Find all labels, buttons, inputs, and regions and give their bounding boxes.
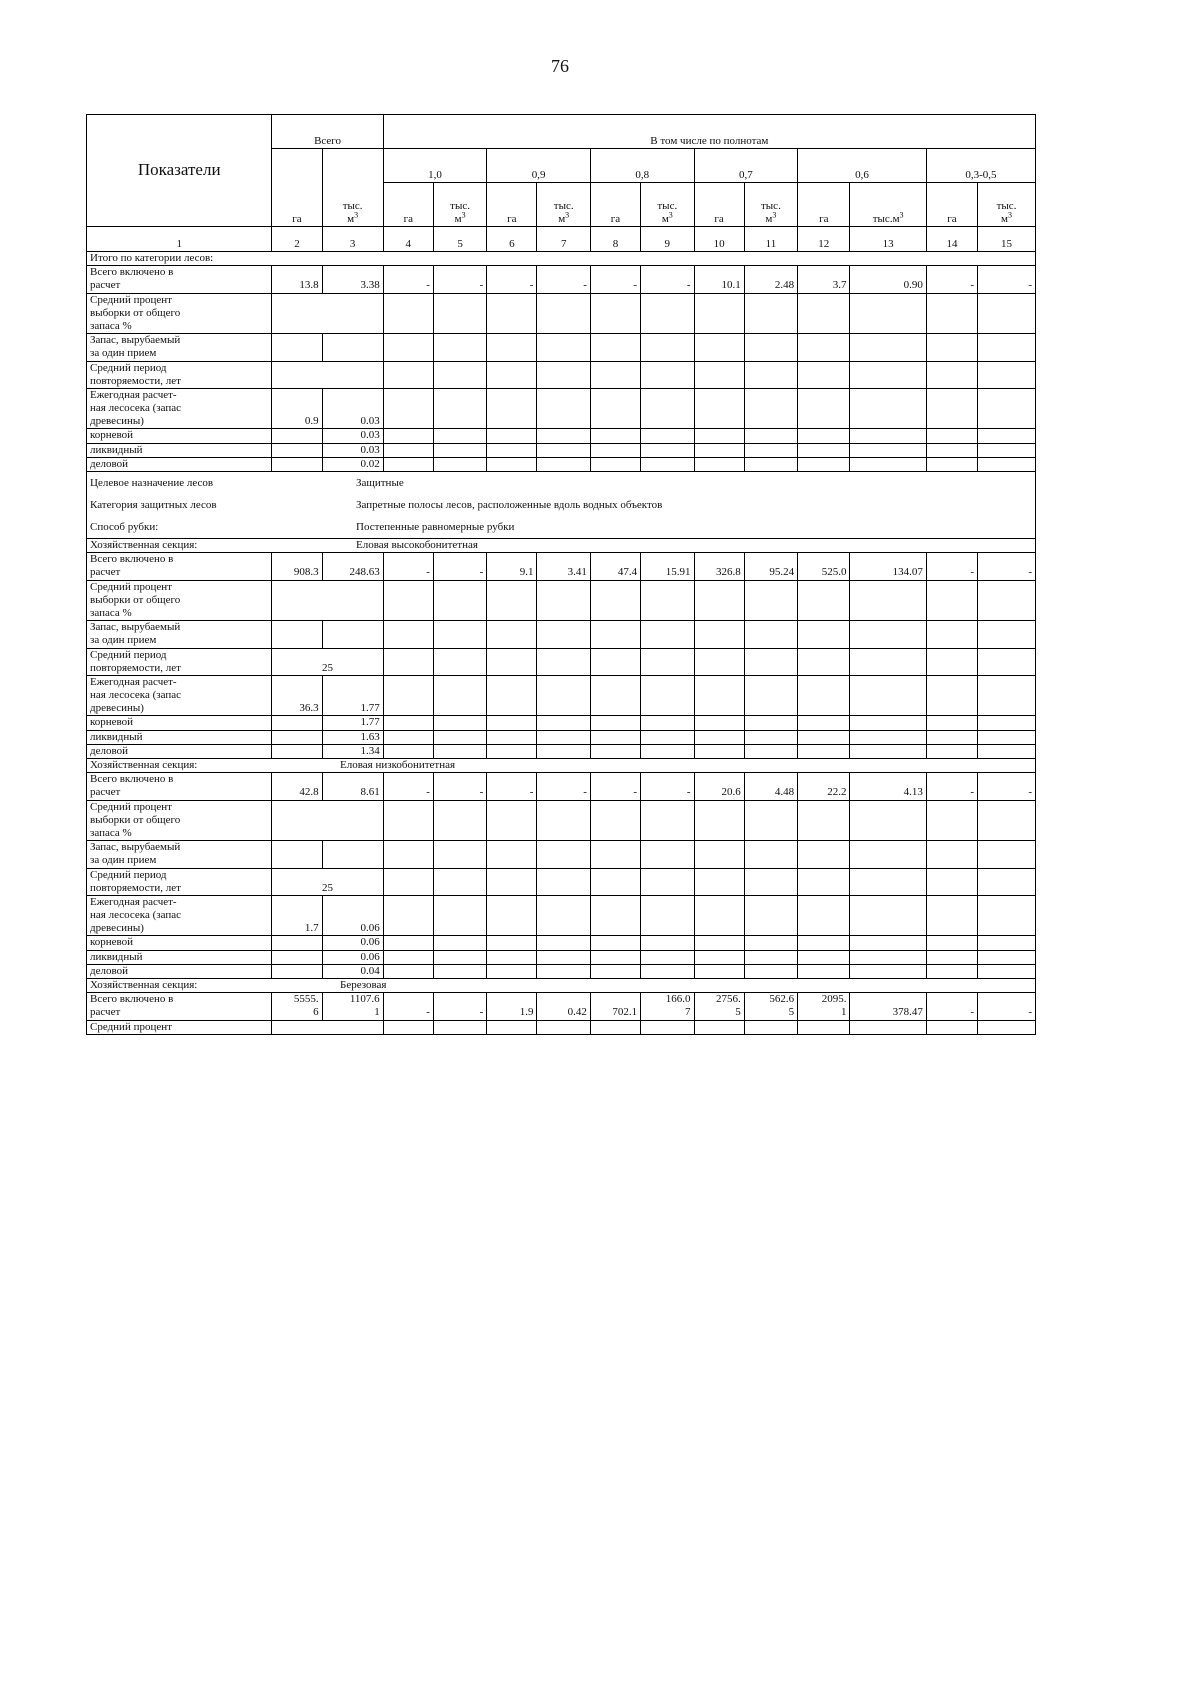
row-label-total-included: Всего включено в расчет: [87, 993, 272, 1020]
row-label-avg-percent: Средний процент: [87, 1020, 272, 1034]
row-label-total-included: Всего включено в расчет: [87, 773, 272, 800]
cell: 1.9: [487, 993, 537, 1020]
table-row: [87, 800, 1036, 841]
table-row: [87, 361, 1036, 388]
section-econ-birch: Хозяйственная секция: Березовая: [87, 979, 1036, 993]
cell: -: [926, 993, 977, 1020]
header-total: Всего: [272, 115, 383, 149]
header-density-5: 0,6: [798, 149, 927, 183]
cell: 0.06: [322, 950, 383, 964]
section-purpose-block: Целевое назначение лесов Защитные Категория защитных лесов Запретные полосы лесов, расположенные вдоль водных объектов Способ рубки: Постепенные равномерные рубки: [87, 472, 1036, 539]
row-label-avg-percent: Средний процент выборки от общего запаса %: [87, 293, 272, 334]
cell: 47.4: [590, 553, 640, 580]
row-label-cut-stock: Запас, вырубаемый за один прием: [87, 841, 272, 868]
cell: 1107.6 1: [322, 993, 383, 1020]
col-number: 11: [744, 227, 797, 252]
header-by-density: В том числе по полнотам: [383, 115, 1035, 149]
cell: 0.02: [322, 457, 383, 471]
col-number: 3: [322, 227, 383, 252]
col-number: 12: [798, 227, 850, 252]
row-label-annual-cut: Ежегодная расчет- ная лесосека (запас древесины): [87, 675, 272, 716]
cell: -: [641, 773, 694, 800]
cell: 0.06: [322, 895, 383, 936]
row-label-annual-cut: Ежегодная расчет- ная лесосека (запас древесины): [87, 388, 272, 429]
cell: 3.38: [322, 266, 383, 293]
row-label-period: Средний период повторяемости, лет: [87, 361, 272, 388]
table-row: [87, 936, 1036, 950]
cell: 3.7: [798, 266, 850, 293]
cell: 1.77: [322, 675, 383, 716]
cell: 22.2: [798, 773, 850, 800]
row-label-total-included: Всего включено в расчет: [87, 266, 272, 293]
cell: -: [433, 993, 486, 1020]
cell: 36.3: [272, 675, 322, 716]
cell: 2.48: [744, 266, 797, 293]
cell: -: [978, 993, 1036, 1020]
cell: 562.6 5: [744, 993, 797, 1020]
cell: -: [433, 266, 486, 293]
cell: -: [590, 266, 640, 293]
cell: 702.1: [590, 993, 640, 1020]
cell: 8.61: [322, 773, 383, 800]
header-m3: $тыс.м^3$: [850, 183, 926, 227]
cell: 95.24: [744, 553, 797, 580]
cell: 9.1: [487, 553, 537, 580]
cell: 0.9: [272, 388, 322, 429]
row-label-period: Средний период повторяемости, лет: [87, 868, 272, 895]
col-number: 7: [537, 227, 590, 252]
col-number: 9: [641, 227, 694, 252]
col-number: 8: [590, 227, 640, 252]
cell: 134.07: [850, 553, 926, 580]
cell: 3.41: [537, 553, 590, 580]
row-label-root: корневой: [87, 429, 272, 443]
table-row: [87, 744, 1036, 758]
cell: -: [926, 266, 977, 293]
table-row: [87, 868, 1036, 895]
header-density-6: 0,3-0,5: [926, 149, 1035, 183]
header-total-ha: га: [272, 149, 322, 227]
cell: -: [537, 266, 590, 293]
cell: 10.1: [694, 266, 744, 293]
cell: 5555. 6: [272, 993, 322, 1020]
table-row: [87, 553, 1036, 580]
row-label-annual-cut: Ежегодная расчет- ная лесосека (запас древесины): [87, 895, 272, 936]
header-m3: тыс. $м^3$: [641, 183, 694, 227]
header-ha: га: [694, 183, 744, 227]
header-m3: тыс. $м^3$: [433, 183, 486, 227]
col-number: 2: [272, 227, 322, 252]
table-row: [87, 443, 1036, 457]
row-label-liquid: ликвидный: [87, 443, 272, 457]
section-econ-spruce-low: Хозяйственная секция: Еловая низкобонитетная: [87, 759, 1036, 773]
cell: -: [537, 773, 590, 800]
table-row: [87, 993, 1036, 1020]
header-indicators: Показатели: [87, 115, 272, 227]
cell: 525.0: [798, 553, 850, 580]
cell: 25: [272, 868, 383, 895]
cell: -: [487, 266, 537, 293]
table-row: [87, 1020, 1036, 1034]
cell: -: [926, 553, 977, 580]
cell: 0.06: [322, 936, 383, 950]
row-label-avg-percent: Средний процент выборки от общего запаса %: [87, 800, 272, 841]
cell: -: [383, 553, 433, 580]
cell: 1.7: [272, 895, 322, 936]
col-number: 6: [487, 227, 537, 252]
table-row: [87, 648, 1036, 675]
table-row: [87, 773, 1036, 800]
row-label-root: корневой: [87, 716, 272, 730]
col-number: 13: [850, 227, 926, 252]
table-row: [87, 334, 1036, 361]
cell: 2095. 1: [798, 993, 850, 1020]
cell: 15.91: [641, 553, 694, 580]
table-row: [87, 895, 1036, 936]
cell: -: [926, 773, 977, 800]
table-row: [87, 730, 1036, 744]
column-number-row: [87, 227, 1036, 252]
row-label-business: деловой: [87, 744, 272, 758]
cell: 166.0 7: [641, 993, 694, 1020]
cell: 908.3: [272, 553, 322, 580]
cell: 25: [272, 648, 383, 675]
table-row: [87, 675, 1036, 716]
table-row: [87, 716, 1036, 730]
row-label-period: Средний период повторяемости, лет: [87, 648, 272, 675]
table-row: [87, 266, 1036, 293]
header-m3: тыс. $м^3$: [744, 183, 797, 227]
cell: -: [978, 266, 1036, 293]
cell: 0.04: [322, 964, 383, 978]
header-density-2: 0,9: [487, 149, 591, 183]
table-row: [87, 293, 1036, 334]
header-ha: га: [926, 183, 977, 227]
cell: 378.47: [850, 993, 926, 1020]
col-number: 4: [383, 227, 433, 252]
cell: -: [383, 773, 433, 800]
cell: 0.03: [322, 388, 383, 429]
cell: 4.13: [850, 773, 926, 800]
row-label-business: деловой: [87, 964, 272, 978]
cell: -: [978, 553, 1036, 580]
cell: -: [383, 993, 433, 1020]
cell: 4.48: [744, 773, 797, 800]
cell: 0.42: [537, 993, 590, 1020]
allowable-cut-table: [86, 114, 1036, 1035]
row-label-total-included: Всего включено в расчет: [87, 553, 272, 580]
col-number: 5: [433, 227, 486, 252]
col-number: 15: [978, 227, 1036, 252]
cell: -: [487, 773, 537, 800]
cell: 0.90: [850, 266, 926, 293]
header-m3: тыс. $м^3$: [978, 183, 1036, 227]
cell: [272, 361, 383, 388]
header-ha: га: [798, 183, 850, 227]
col-number: 1: [87, 227, 272, 252]
row-label-cut-stock: Запас, вырубаемый за один прием: [87, 334, 272, 361]
header-density-4: 0,7: [694, 149, 798, 183]
cell: 1.77: [322, 716, 383, 730]
section-econ-spruce-high: Хозяйственная секция: Еловая высокобонитетная: [87, 539, 1036, 553]
table-row: [87, 429, 1036, 443]
table-row: [87, 457, 1036, 471]
header-ha: га: [590, 183, 640, 227]
cell: 326.8: [694, 553, 744, 580]
header-total-m3: тыс. $м^3$: [322, 149, 383, 227]
header-ha: га: [487, 183, 537, 227]
table-row: [87, 964, 1036, 978]
cell: -: [433, 773, 486, 800]
cell: -: [433, 553, 486, 580]
section-total-by-category: Итого по категории лесов:: [87, 252, 1036, 266]
row-label-business: деловой: [87, 457, 272, 471]
cell: -: [590, 773, 640, 800]
header-m3: тыс. $м^3$: [537, 183, 590, 227]
table-row: [87, 580, 1036, 621]
cell: 0.03: [322, 443, 383, 457]
row-label-avg-percent: Средний процент выборки от общего запаса %: [87, 580, 272, 621]
cell: 1.63: [322, 730, 383, 744]
cell: 13.8: [272, 266, 322, 293]
cell: -: [383, 266, 433, 293]
table-row: [87, 621, 1036, 648]
col-number: 14: [926, 227, 977, 252]
cell: -: [978, 773, 1036, 800]
header-ha: га: [383, 183, 433, 227]
row-label-cut-stock: Запас, вырубаемый за один прием: [87, 621, 272, 648]
row-label-root: корневой: [87, 936, 272, 950]
header-density-1: 1,0: [383, 149, 487, 183]
cell: 0.03: [322, 429, 383, 443]
cell: 248.63: [322, 553, 383, 580]
col-number: 10: [694, 227, 744, 252]
row-label-liquid: ликвидный: [87, 950, 272, 964]
page-number: 76: [551, 56, 569, 76]
row-label-liquid: ликвидный: [87, 730, 272, 744]
cell: 20.6: [694, 773, 744, 800]
header-density-3: 0,8: [590, 149, 694, 183]
cell: 2756. 5: [694, 993, 744, 1020]
table-row: [87, 950, 1036, 964]
table-row: [87, 388, 1036, 429]
cell: -: [641, 266, 694, 293]
table-row: [87, 841, 1036, 868]
cell: 1.34: [322, 744, 383, 758]
cell: 42.8: [272, 773, 322, 800]
